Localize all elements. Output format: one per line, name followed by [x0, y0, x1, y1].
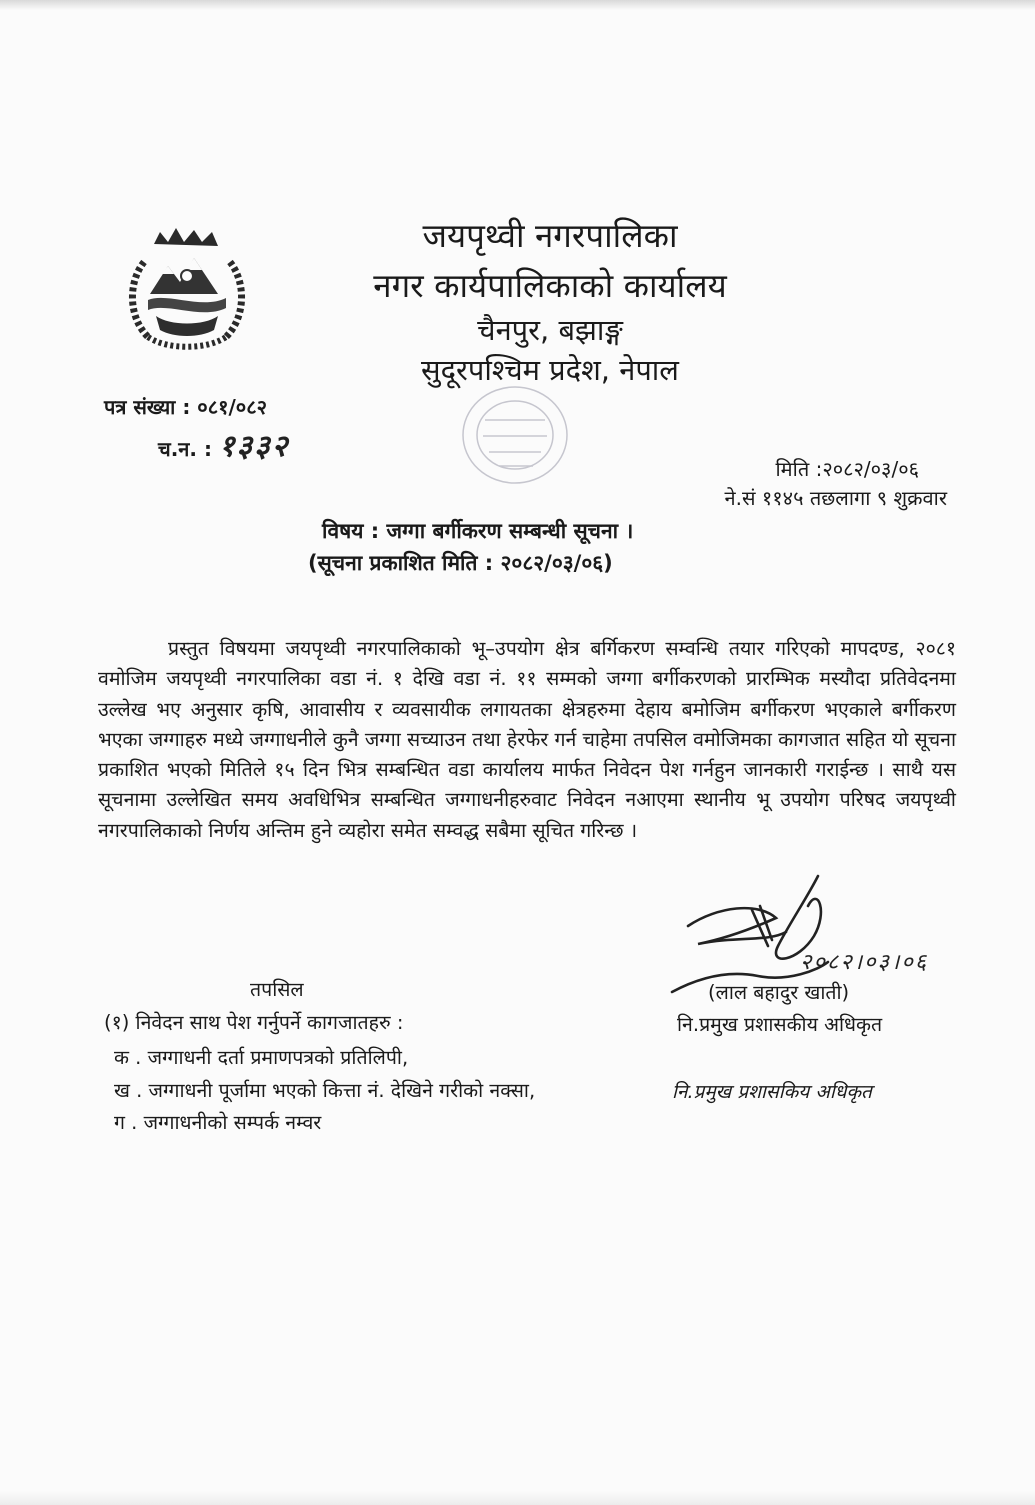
org-name: जयपृथ्वी नगरपालिका [422, 216, 678, 255]
handwritten-date: २०८२।०३।०६ [800, 950, 929, 975]
publication-date-line: (सूचना प्रकाशित मिति : २०८२/०३/०६) [308, 551, 613, 575]
notice-paragraph: प्रस्तुत विषयमा जयपृथ्वी नगरपालिकाको भू–उपयोग क्षेत्र बर्गिकरण सम्वन्धि तयार गरिएको मापदण्ड, २०८१ वमोजिम जयपृथ्वी नगरपालिका वडा नं. १ देखि वडा नं. ११ सम्मको जग्गा बर्गीकरणको प्रारम्भिक मस्यौदा प्रतिवेदनमा उल्लेख भए अनुसार कृषि, आवासीय र व्यवसायीक लगायतका क्षेत्रहरुमा देहाय बमोजिम बर्गीकरण भएकाले बर्गीकरण भएका जग्गाहरु मध्ये जग्गाधनीले कुनै जग्गा सच्याउन तथा हेरफेर गर्न चाहेमा तपसिल वमोजिमका कागजात सहित यो सूचना प्रकाशित भएको मितिले १५ दिन भित्र सम्बन्धित वडा कार्यालय मार्फत निवेदन पेश गर्नहुन जानकारी गराईन्छ । साथै यस सूचनामा उल्लेखित समय अवधिभित्र सम्बन्धित जग्गाधनीहरुवाट निवेदन नआएमा स्थानीय भू उपयोग परिषद जयपृथ्वी नगरपालिकाको निर्णय अन्तिम हुने व्यहोरा समेत सम्वद्ध सबैमा सूचित गरिन्छ । [98, 637, 956, 842]
office-name: नगर कार्यपालिकाको कार्यालय [373, 266, 727, 305]
tapsil-item: क . जग्गाधनी दर्ता प्रमाणपत्रको प्रतिलिपी, [114, 1046, 409, 1069]
dispatch-number-label: च.न. : [158, 437, 212, 461]
signatory-designation: नि.प्रमुख प्रशासकीय अधिकृत [677, 1013, 883, 1036]
signatory-name: (लाल बहादुर खाती) [708, 981, 850, 1004]
subject-line: विषय : जग्गा बर्गीकरण सम्बन्धी सूचना । [322, 519, 634, 543]
letter-number-value: ०८१/०८२ [197, 395, 268, 419]
designation-stamp: नि.प्रमुख प्रशासकिय अधिकृत [672, 1081, 872, 1103]
nepal-emblem-icon [122, 222, 252, 354]
tapsil-heading: (१) निवेदन साथ पेश गर्नुपर्ने कागजातहरु : [104, 1011, 404, 1034]
letter-date: मिति :२०८२/०३/०६ [775, 457, 919, 481]
tapsil-title: तपसिल [250, 978, 304, 1001]
dispatch-number-value: १३३२ [218, 429, 290, 464]
tapsil-item: ग . जग्गाधनीको सम्पर्क नम्वर [114, 1111, 322, 1134]
nepal-sambat-date: ने.सं ११४५ तछलागा ९ शुक्रवार [724, 486, 947, 510]
dispatch-number-row [158, 424, 289, 465]
office-seal-icon [455, 380, 575, 490]
office-province: सुदूरपश्चिम प्रदेश, नेपाल [421, 353, 679, 387]
notice-body [98, 634, 956, 846]
letter-number-row [104, 393, 267, 420]
scan-bottom-edge [0, 1491, 1035, 1505]
office-address: चैनपुर, बझाङ्ग [477, 313, 623, 347]
tapsil-item: ख . जग्गाधनी पूर्जामा भएको कित्ता नं. देखिने गरीको नक्सा, [114, 1079, 536, 1102]
scan-top-edge [0, 0, 1035, 10]
letter-number-label: पत्र संख्या : [104, 395, 191, 419]
